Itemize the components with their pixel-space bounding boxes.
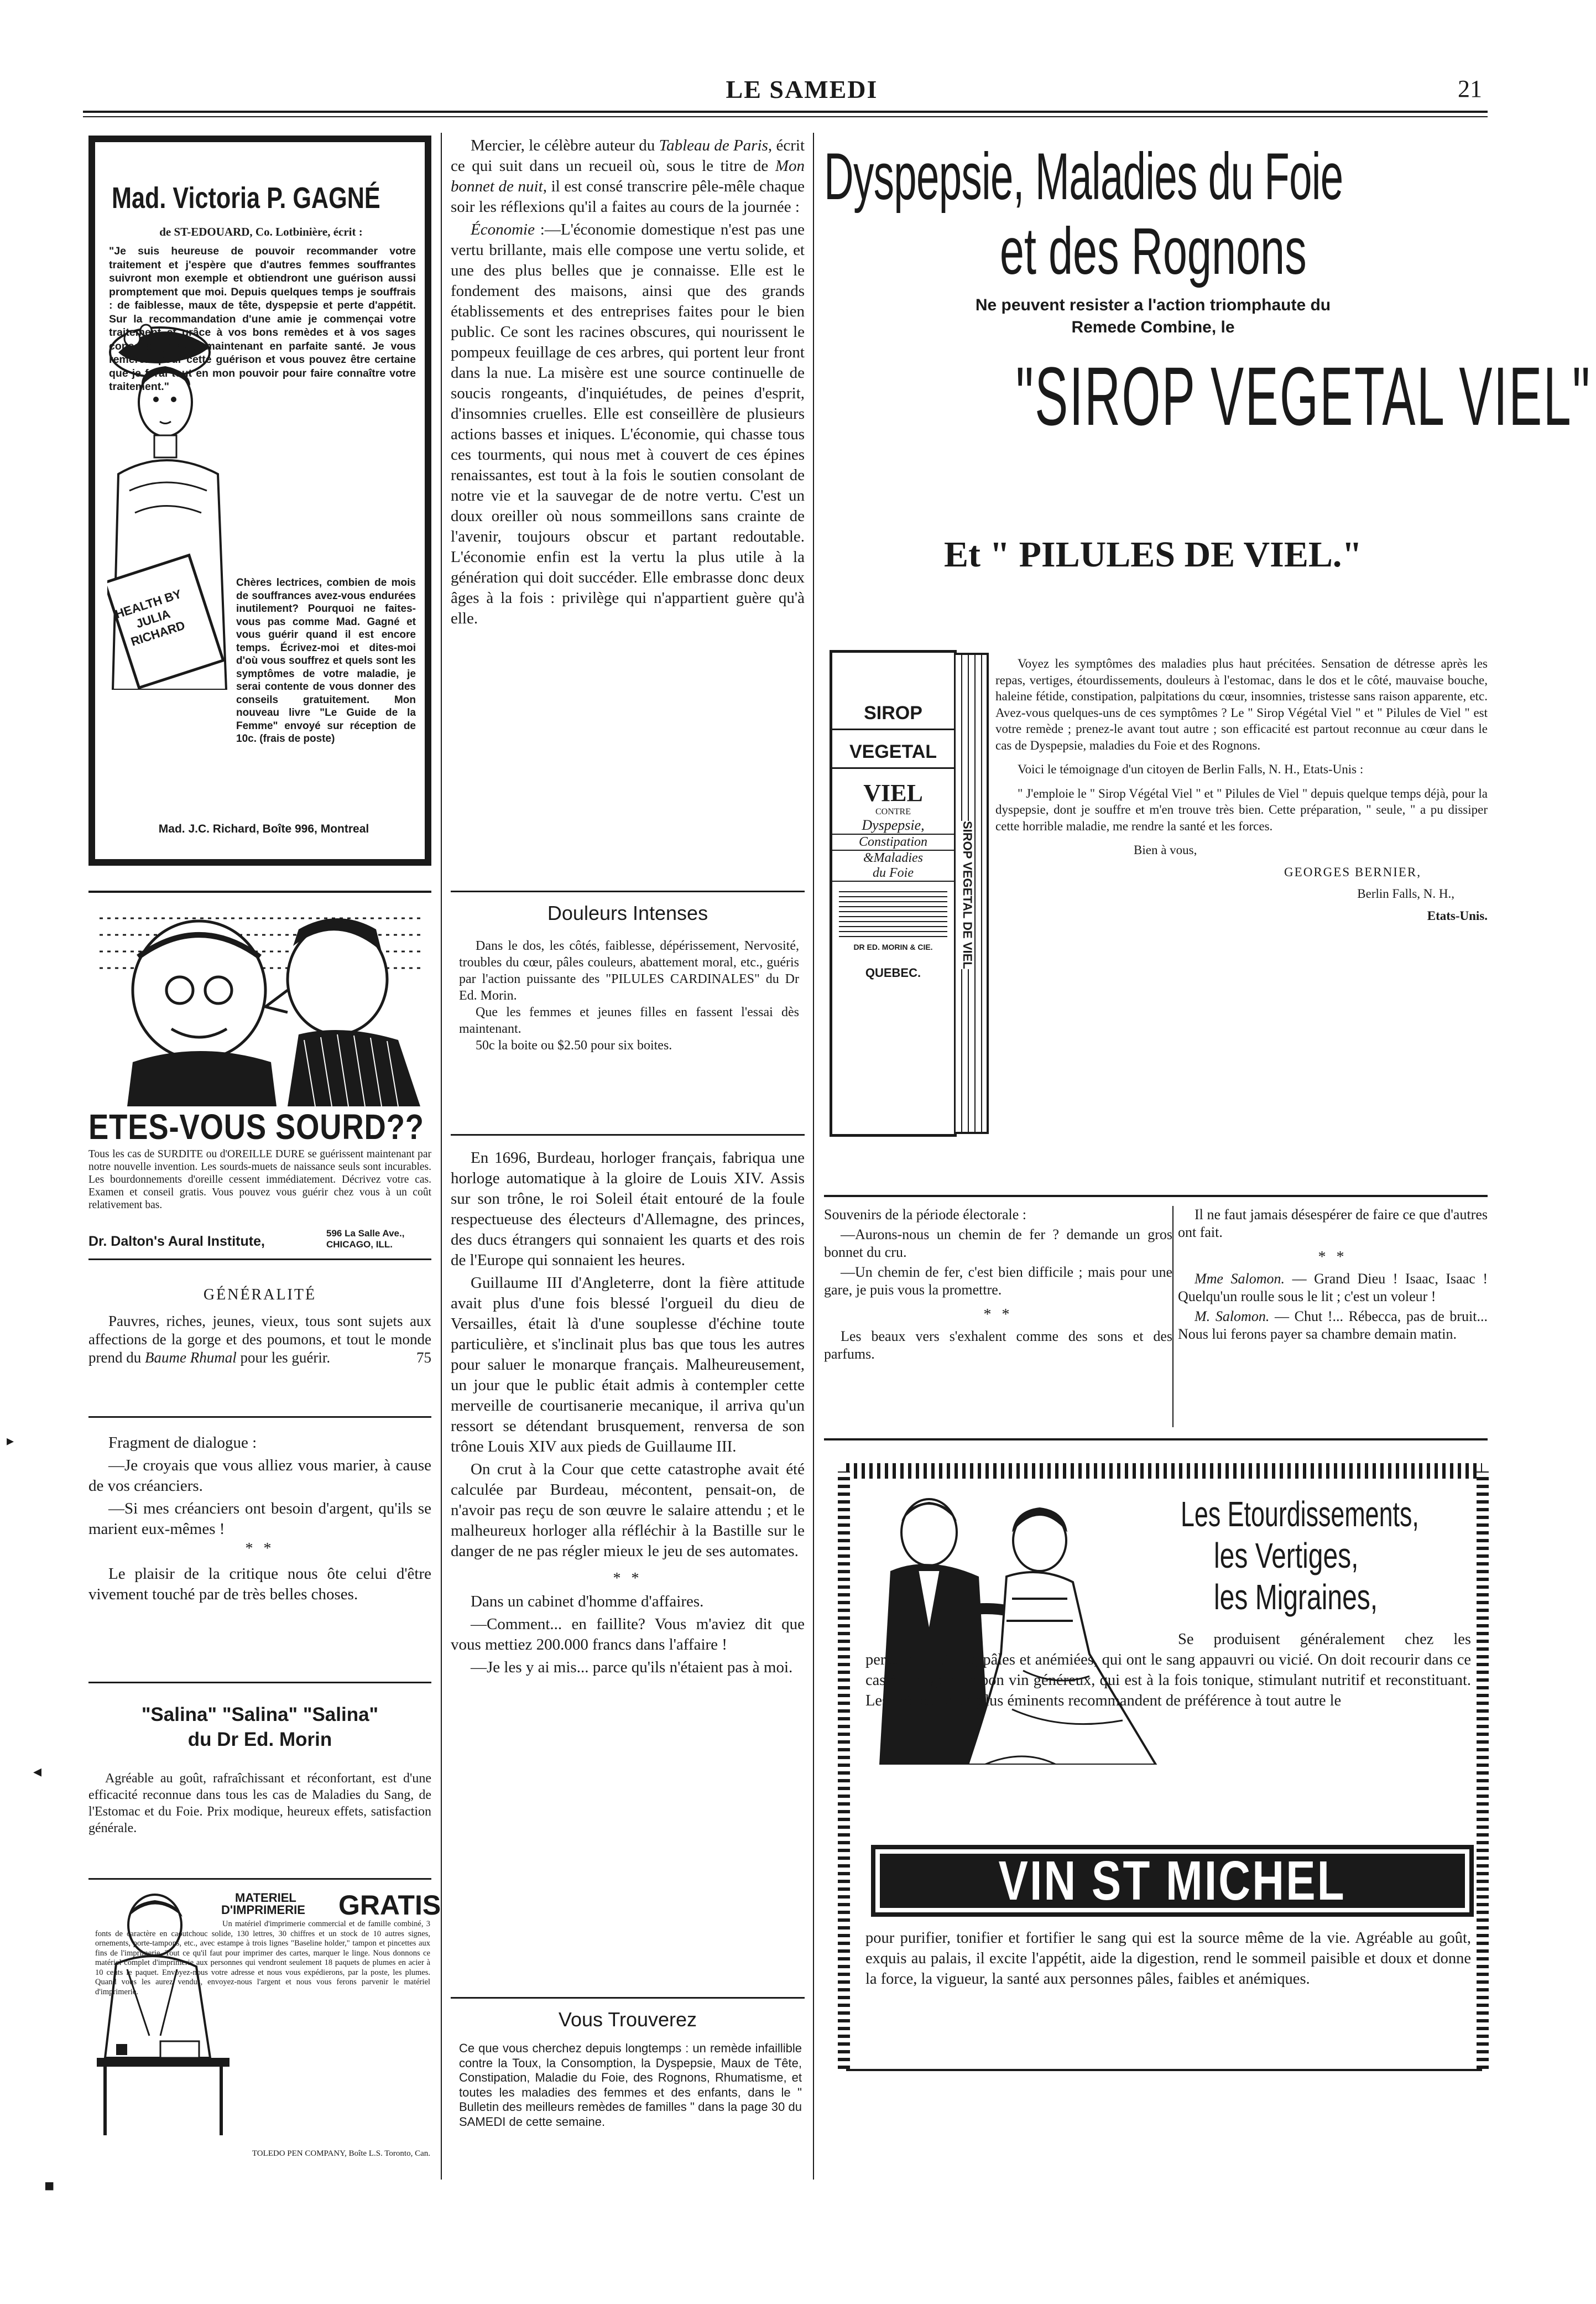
michel-headline-1: Les Etourdissements, [1181,1494,1419,1534]
economie-article [451,136,805,631]
burdeau-p3: On crut à la Cour que cette catastrophe avait été calculée par Burdeau, mécontent, pensait-on, de n'avoir pas reçu de son œuvre le salaire attendu ; et le malheureux horloger alla réfléchir à la Bastille sur le danger de ne pas régler mieux le jeu de ses automates. [451,1460,805,1560]
bottle-dufoie: du Foie [832,866,954,882]
imprimerie-company: TOLEDO PEN COMPANY, Boîte L.S. Toronto, Can. [252,2149,430,2158]
sirop-bottle-box [830,650,957,1137]
souvenirs-divider [1172,1206,1173,1427]
cabinet-p1: Dans un cabinet d'homme d'affaires. [471,1593,704,1610]
ear-trumpet-illustration [88,896,431,1106]
cabinet-rule [451,1997,805,1999]
sirop-bottle-side [956,653,989,1134]
michel-ad-left-border [838,1471,850,2069]
sirop-headline-2: et des Rognons [999,214,1307,288]
bottle-constipation: Constipation [832,835,954,851]
trouverez-body: Ce que vous cherchez depuis longtemps : un remède infaillible contre la Toux, la Consomption, la Dyspepsie, Maux de Tête, Constipation, Maladie du Foie, des Rognons, Rhumatisme, et toutes les maladies des femmes et des enfants, dans le " Bulletin des meilleurs remèdes de familles " dans la page 30 du SAMEDI de cette semaine. [459,2041,802,2129]
michel-body-1: Se produisent généralement chez les personnes faibles, pâles et anémiées, qui ont le sang appauvri ou vicié. On doit recourir dans ce cas à l'usage d'un bon vin généreux, qui est à la fois tonique, stimulant nutritif et reconstituant. Les médecins les plus éminents recommandent de préférence à tout autre le [865,1631,1471,1709]
bottle-maladies: &Maladies [863,851,923,865]
vin-st-michel-label: VIN ST MICHEL [998,1850,1347,1912]
cabinet-p2: —Comment... en faillite? Vous m'aviez dit que vous mettiez 200.000 francs dans l'affaire ! [451,1615,805,1653]
vin-st-michel-banner [871,1845,1474,1917]
generalite-title: GÉNÉRALITÉ [203,1286,317,1303]
sirop-body: Voyez les symptômes des maladies plus haut précitées. Sensation de détresse après les repas, vertiges, étourdissements, douleurs à l'estomac, dans le dos et le côté, mauvaise bouche, haleine fétide, constipation, palpitations du cœur, insomnies, tristesse sans raison apparente, etc. Avez-vous quelques-uns de ces symptômes ? Le " Sirop Végétal Viel " et " Pilules de Viel " est votre remède ; prenez-le avant tout autre ; son efficacité est partout reconnue au cœur dans le cas de Dyspepsie, maladies du Foie et des Rognons. Voici le témoignage d'un citoyen de Berlin Falls, N. H., Etats-Unis : " J'emploie le " Sirop Végétal Viel " et " Pilules de Viel " depuis quelque temps déjà, pour la dyspepsie, dont je souffre et m'en trouve très bien. Cette préparation, " seule, " a pu dissiper cette horrible maladie, me rendre la santé et les forces. Bien à vous, GEORGES BERNIER, Berlin Falls, N. H., Etats-Unis. [995,657,1488,923]
michel-headline-2: les Vertiges, [1214,1536,1359,1575]
souvenirs-rule [824,1438,1488,1440]
bottle-contre: CONTRE [875,807,911,816]
imprimerie-heading-top: MATERIEL [235,1891,296,1905]
trouverez-title: Vous Trouverez [558,2008,697,2031]
sirop-product-2: Et " PILULES DE VIEL." [943,534,1363,575]
souvenirs-left: Souvenirs de la période électorale : —Aurons-nous un chemin de fer ? demande un gros bonnet du cru. —Un chemin de fer, c'est bien difficile ; mais pour une gare, je puis vous la promettre. * * Les beaux vers s'exhalent comme des sons et des parfums. [824,1206,1172,1362]
burdeau-p1: En 1696, Burdeau, horloger français, fabriqua une horloge automatique à la gloire de Louis XIV. Assis sur son trône, le roi Soleil était entouré de la foule respectueuse des électeurs d'Allemagne, des princes, des ducs étrangers qui sonnaient les quarts et des rois de l'Europe qui sonnaient les heures. [451,1149,805,1269]
michel-ad-top-border [846,1463,1482,1479]
gagne-name: Mad. Victoria P. GAGNÉ [112,181,380,215]
gagne-address: Mad. J.C. Richard, Boîte 996, Montreal [158,823,369,835]
douleurs-title: Douleurs Intenses [547,902,708,924]
bottle-quebec: QUEBEC. [865,966,921,980]
cabinet-p3: —Je les y ai mis... parce qu'ils n'étaient pas à moi. [471,1658,793,1676]
column-divider-2 [813,133,814,2180]
bottle-vegetal: VEGETAL [832,741,954,769]
imprimerie-body: Un matériel d'imprimerie commercial et de famille combiné, 3 fonts de caractère en caoutchouc solide, 130 lettres, 30 chiffres et un stock de 10 autres signes, ornements, porte-tampons, etc., avec estampe à trois lignes "Baseline holder," tampon et pincettes aux fins de l'imprimerie. Tout ce qu'il faut pour imprimer des cartes, marquer le linge. Nous donnons ce matériel complet d'imprimerie aux personnes qui vendront seulement 18 paquets de plumes en acier à 10 cents le paquet. Envoyez-nous votre adresse et nous vous expédierons, par la poste, les plumes. Quand vous les aurez vendus, envoyez-nous l'argent et nous vous ferons parvenir le matériel d'imprimerie. [95,1920,430,1996]
sirop-product: "SIROP VEGETAL VIEL" [1015,350,1592,443]
page-number: 21 [1458,75,1482,102]
sourd-headline: ETES-VOUS SOURD?? [88,1107,424,1147]
michel-ad-bottom-border [846,2069,1482,2071]
gagne-quote: "Je suis heureuse de pouvoir recommander votre traitement et j'espère que d'autres femmes souffrantes suivront mon exemple et obtiendront une guérison aussi promptement que moi. Depuis quelques temps je souffrais : de faiblesse, maux de tête, dyspepsie et perte d'appétit. Sur la recommandation d'une amie je commençai votre traitement et grâce à vos bons remèdes et à vos sages conseils, je suis maintenant en parfaite santé. Je vous remercie pour cette guérison et vous pouvez être certaine que je ferai tout en mon pouvoir pour faire connaître votre traitement." [109,245,416,393]
sourd-address: 596 La Salle Ave., CHICAGO, ILL. [326,1228,405,1250]
generalite-text: Pauvres, riches, jeunes, vieux, tous sont sujets aux affections de la gorge et des poumons, et tout le monde prend du Baume Rhumal pour les guérir. 75 [88,1313,431,1366]
dialogue-p1: Fragment de dialogue : [108,1434,257,1452]
sirop-rule [824,1195,1488,1197]
sirop-headline-1: Dyspepsie, Maladies du Foie [824,139,1343,214]
imprimerie-heading-bottom: D'IMPRIMERIE [221,1903,305,1917]
bottle-maker: DR ED. MORIN & CIE. [853,943,933,951]
mercier-paragraph: Mercier, le célèbre auteur du Tableau de Paris, écrit ce qui suit dans un recueil où, sous le titre de Mon bonnet de nuit, il est consé transcrire pêle-mêle chaque soir les réflexions qu'il a faites au cours de la journée : [451,137,805,216]
michel-body-2: pour purifier, tonifier et fortifier le sang qui est la source même de la vie. Agréable au goût, exquis au palais, il excite l'appétit, aide la digestion, rend le sommeil paisible et doux et donne la force, la vigueur, la santé aux personnes pâles, faibles et anémiques. [865,1929,1471,1988]
burdeau-article [451,1148,805,1680]
margin-mark: ■ [44,2177,55,2195]
margin-mark: ▸ [7,1433,14,1449]
sourd-ad-top-rule [88,891,431,893]
header-rule-thin [83,116,1488,117]
douleurs-body: Dans le dos, les côtés, faiblesse, dépérissement, Nervosité, troubles du cœur, pâles couleurs, abattement moral, etc., guéris par l'action puissante des "PILULES CARDINALES" du Dr Ed. Morin. Que les femmes et jeunes filles en fassent l'essai dès maintenant. 50c la boite ou $2.50 pour six boites. [459,939,799,1053]
bottle-dyspepsie: Dyspepsie, [832,817,954,835]
generalite-rule [88,1416,431,1418]
gagne-offer: Chères lectrices, combien de mois de souffrances avez-vous endurées inutilement? Pourquoi ne faites-vous pas comme Mad. Gagné et vous guérir quand il est encore temps. Écrivez-moi et dites-moi d'où vous souffrez et quels sont les symptômes de votre maladie, je serai contente de vous donner des conseils gratuitement. Mon nouveau livre "Le Guide de la Femme" envoyé sur réception de 10c. (frais de poste) [236,577,416,745]
burdeau-stars: * * [613,1570,643,1587]
sourd-body: Tous les cas de SURDITE ou d'OREILLE DURE se guérissent maintenant par notre nouvelle invention. Les sourds-muets de naissance seuls sont incurables. Les bourdonnements d'oreille cessent immédiatement. Décrivez votre cas. Examen et conseil gratis. Vous pouvez vous guérir chez vous à un coût relativement bas. [88,1148,431,1211]
salina-subtitle: du Dr Ed. Morin [187,1729,332,1750]
bottle-viel: VIEL [863,779,923,807]
bottle-sirop: SIROP [832,703,954,730]
sourd-institute: Dr. Dalton's Aural Institute, [88,1234,265,1249]
gagne-location: de ST-EDOUARD, Co. Lotbinière, écrit : [159,225,363,238]
column-divider-1 [441,133,442,2180]
header-rule [83,111,1488,113]
imprimerie-gratis: GRATIS [338,1890,441,1921]
salina-body: Agréable au goût, rafraîchissant et réconfortant, est d'une efficacité reconnue dans tous les cas de Maladies du Sang, de l'Estomac et du Foie. Prix modique, heureux effets, satisfaction générale. [88,1771,431,1835]
couple-illustration [857,1488,1172,1765]
bottle-fine-print [839,887,947,937]
souvenirs-left-stars: * * [983,1306,1013,1323]
dialogue-block [88,1433,431,1607]
sirop-sub-1: Ne peuvent resister a l'action triomphaute du [975,296,1331,314]
margin-mark: ◂ [33,1762,42,1781]
douleurs-rule [451,1134,805,1136]
economie-rule [451,891,805,892]
gagne-testimonial-ad [88,136,431,866]
page-title: LE SAMEDI [726,75,878,103]
dialogue-p4: Le plaisir de la critique nous ôte celui d'être vivement touché par de très belles choses. [88,1565,431,1603]
bottle-side-label: SIROP VEGETAL DE VIEL [961,821,974,969]
michel-headline-3: les Migraines, [1214,1577,1378,1617]
salina-title: "Salina" "Salina" "Salina" [141,1704,379,1725]
dialogue-stars: * * [245,1540,275,1557]
dialogue-p2: —Je croyais que vous alliez vous marier, à cause de vos créanciers. [88,1457,431,1495]
sourd-ad-bottom-rule [88,1258,431,1260]
sirop-sub-2: Remede Combine, le [1071,318,1235,336]
burdeau-p2: Guillaume III d'Angleterre, dont la fière attitude avait plus d'une fois blessé l'orgueil du dieu de Versailles, était là d'une souplesse d'échine toute particulière, et s'inclinait plus bas que tous les autres pour saluer le monarque français. Malheureusement, un jour que le public était admis à contempler cette merveille de courtisanerie mecanique, il arriva qu'un ressort se détendant brusquement, renversa de son trône Louis XIV aux pieds de Guillaume III. [451,1274,805,1455]
dialogue-p3: —Si mes créanciers ont besoin d'argent, qu'ils se marient eux-mêmes ! [88,1500,431,1538]
salina-rule [88,1878,431,1880]
economie-paragraph: Économie :—L'économie domestique n'est pas une vertu brillante, mais elle compose une vertu solide, et une des plus belles que je connaisse. Elle est le fondement des maisons, ainsi que des grands établissements et des entreprises faites pour le bien public. Ce sont les racines obscures, qui nourissent le pompeux feuillage de ces arbres, qui portent leur front dans la nue. La misère est une source continuelle de soucis rongeants, d'inquiétudes, de peines d'esprit, d'insomnies cruelles. Elle est conseillère de plusieurs actions basses et iniques. L'économie, qui chasse tous ces tourments, qui nous met à couvert de ces épines renaissantes, est tout à la fois le soutien consolant de notre vie et la sauvegar de de notre vertu. C'est un doux oreiller où nous sommeillons sans crainte de l'avenir, toujours obscur et partant redoutable. L'économie enfin est la vertu la plus utile à la génération qui doit succéder. Elle embrasse donc deux âges à la fois : privilège qui n'appartient guère qu'à elle. [451,221,805,627]
souvenirs-right-stars: * * [1318,1249,1348,1266]
dialogue-rule [88,1682,431,1683]
souvenirs-right: Il ne faut jamais désespérer de faire ce que d'autres ont fait. * * Mme Salomon. — Grand Dieu ! Isaac, Isaac ! Quelqu'un roulle sous le lit ; c'est un voleur ! M. Salomon. — Chut !... Rébecca, pas de bruit... Nous lui ferons payer sa chambre demain matin. [1178,1206,1488,1342]
book-label: HEALTH BY JULIA RICHARD [113,586,187,649]
